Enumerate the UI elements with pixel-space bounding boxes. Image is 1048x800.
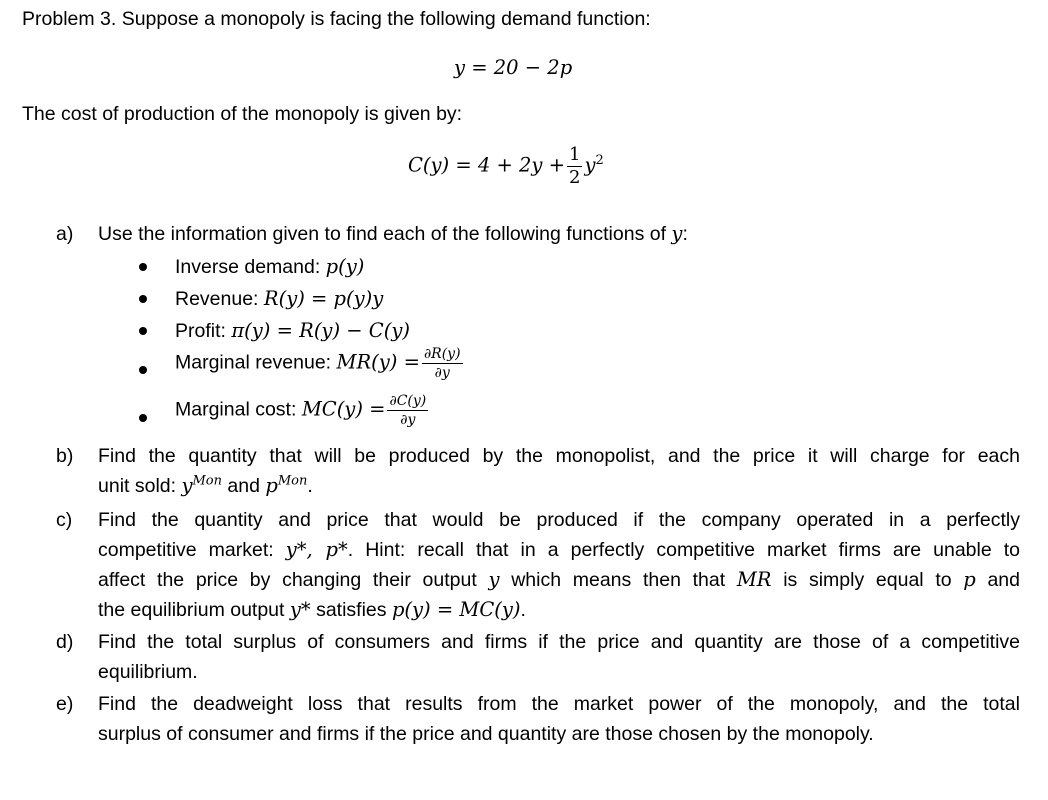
part-c-line4-math: p(y) = MC(y) <box>391 598 521 621</box>
problem-title: Problem 3. Suppose a monopoly is facing the following demand function: <box>22 8 651 30</box>
part-c-line4-mid: satisfies <box>310 599 392 621</box>
part-c-line4-y: y* <box>289 598 311 621</box>
mr-frac-den: ∂y <box>434 365 450 381</box>
bullet-math: MR(y) = <box>336 350 420 374</box>
cost-fraction <box>567 146 582 187</box>
part-a-letter: a) <box>56 223 74 245</box>
bullet-inverse-demand <box>175 252 364 282</box>
part-c-line3-mr: MR <box>736 568 772 591</box>
cost-frac-den: 2 <box>569 167 581 188</box>
part-b-line1: Find the quantity that will be produced by the monopolist, and the price it will charge for each <box>98 445 1020 467</box>
bullet-label: Marginal cost: <box>175 398 302 421</box>
bullet-math: MC(y) = <box>301 397 386 421</box>
part-a-text-pre: Use the information given to find each of the following functions of <box>98 223 672 245</box>
bullet-label: Profit: <box>175 320 232 342</box>
bullet-math: R(y) = p(y)y <box>263 287 384 310</box>
part-e-letter: e) <box>56 693 74 715</box>
bullet-profit <box>175 316 410 346</box>
part-b-text <box>98 441 1020 501</box>
bullet-dot <box>139 366 147 374</box>
part-c-line2 <box>98 535 1020 565</box>
bullet-dot <box>139 295 147 303</box>
part-c-line2-pre: competitive market: <box>98 539 286 561</box>
part-c-line1: Find the quantity and price that would be produced if the company operated in a perfectly <box>98 509 1020 531</box>
bullet-label: Marginal revenue: <box>175 351 337 374</box>
part-c-text <box>98 505 1020 625</box>
cost-intro: The cost of production of the monopoly is given by: <box>22 103 463 125</box>
part-c-line4-post: . <box>520 599 526 621</box>
bullet-math: π(y) = R(y) − C(y) <box>231 319 410 342</box>
part-d-letter: d) <box>56 631 74 653</box>
part-e-line2: surplus of consumer and firms if the price and quantity are those chosen by the monopoly. <box>98 723 874 745</box>
part-c-line3-pre: affect the price by changing their output <box>98 569 489 591</box>
part-c-line3-mid: which means then that <box>499 569 737 591</box>
part-c-line4 <box>98 595 1020 625</box>
part-d-text <box>98 627 1020 687</box>
bullet-marginal-revenue <box>175 347 465 380</box>
part-b-y: y <box>181 474 193 497</box>
bullet-math: p(y) <box>325 255 365 278</box>
part-a-text-post: : <box>682 223 688 245</box>
mc-frac-den: ∂y <box>400 412 416 428</box>
mc-fraction <box>387 394 428 427</box>
part-c-letter: c) <box>56 509 73 531</box>
part-e-line1: Find the deadweight loss that results from the market power of the monopoly, and the total <box>98 693 1020 715</box>
cost-equation <box>408 146 604 187</box>
part-b-and: and <box>222 475 266 497</box>
mc-frac-num: ∂C(y) <box>389 393 427 409</box>
part-c-line2-post: . Hint: recall that in a perfectly competitive market firms are unable to <box>347 539 1020 561</box>
part-a-text <box>98 219 688 249</box>
bullet-dot <box>139 414 147 422</box>
part-c-line3-p: p <box>963 568 976 591</box>
cost-frac-num: 1 <box>569 144 581 165</box>
bullet-dot <box>139 327 147 335</box>
demand-equation: y = 20 − 2p <box>454 56 573 79</box>
part-d-line2: equilibrium. <box>98 661 198 683</box>
part-c-line3 <box>98 565 1020 595</box>
part-e-text <box>98 689 1020 749</box>
part-c-line3-y: y <box>488 568 500 591</box>
bullet-label: Revenue: <box>175 288 264 310</box>
part-c-line3-mid2: is simply equal to <box>771 569 964 591</box>
part-b-line2-pre: unit sold: <box>98 475 182 497</box>
bullet-dot <box>139 263 147 271</box>
part-b-sup-mon: Mon <box>192 473 223 489</box>
mr-frac-num: ∂R(y) <box>423 346 461 362</box>
part-b-end: . <box>307 475 313 497</box>
bullet-marginal-cost <box>175 394 430 427</box>
bullet-revenue <box>175 284 383 314</box>
mr-fraction <box>422 347 463 380</box>
part-c-line2-math: y*, p* <box>285 538 348 561</box>
part-c-line4-pre: the equilibrium output <box>98 599 290 621</box>
part-b-line2 <box>98 471 1020 501</box>
part-c-line3-post: and <box>975 569 1020 591</box>
part-d-line1: Find the total surplus of consumers and firms if the price and quantity are those of a competitive <box>98 631 1020 653</box>
part-a-var: y <box>671 222 683 245</box>
part-b-letter: b) <box>56 445 74 467</box>
cost-eq-right: y <box>584 153 596 177</box>
bullet-label: Inverse demand: <box>175 256 326 278</box>
part-b-p: p <box>265 474 278 497</box>
part-b-sup-mon: Mon <box>277 473 308 489</box>
cost-eq-left: C(y) = 4 + 2y + <box>408 153 565 177</box>
cost-exp: 2 <box>595 153 604 169</box>
